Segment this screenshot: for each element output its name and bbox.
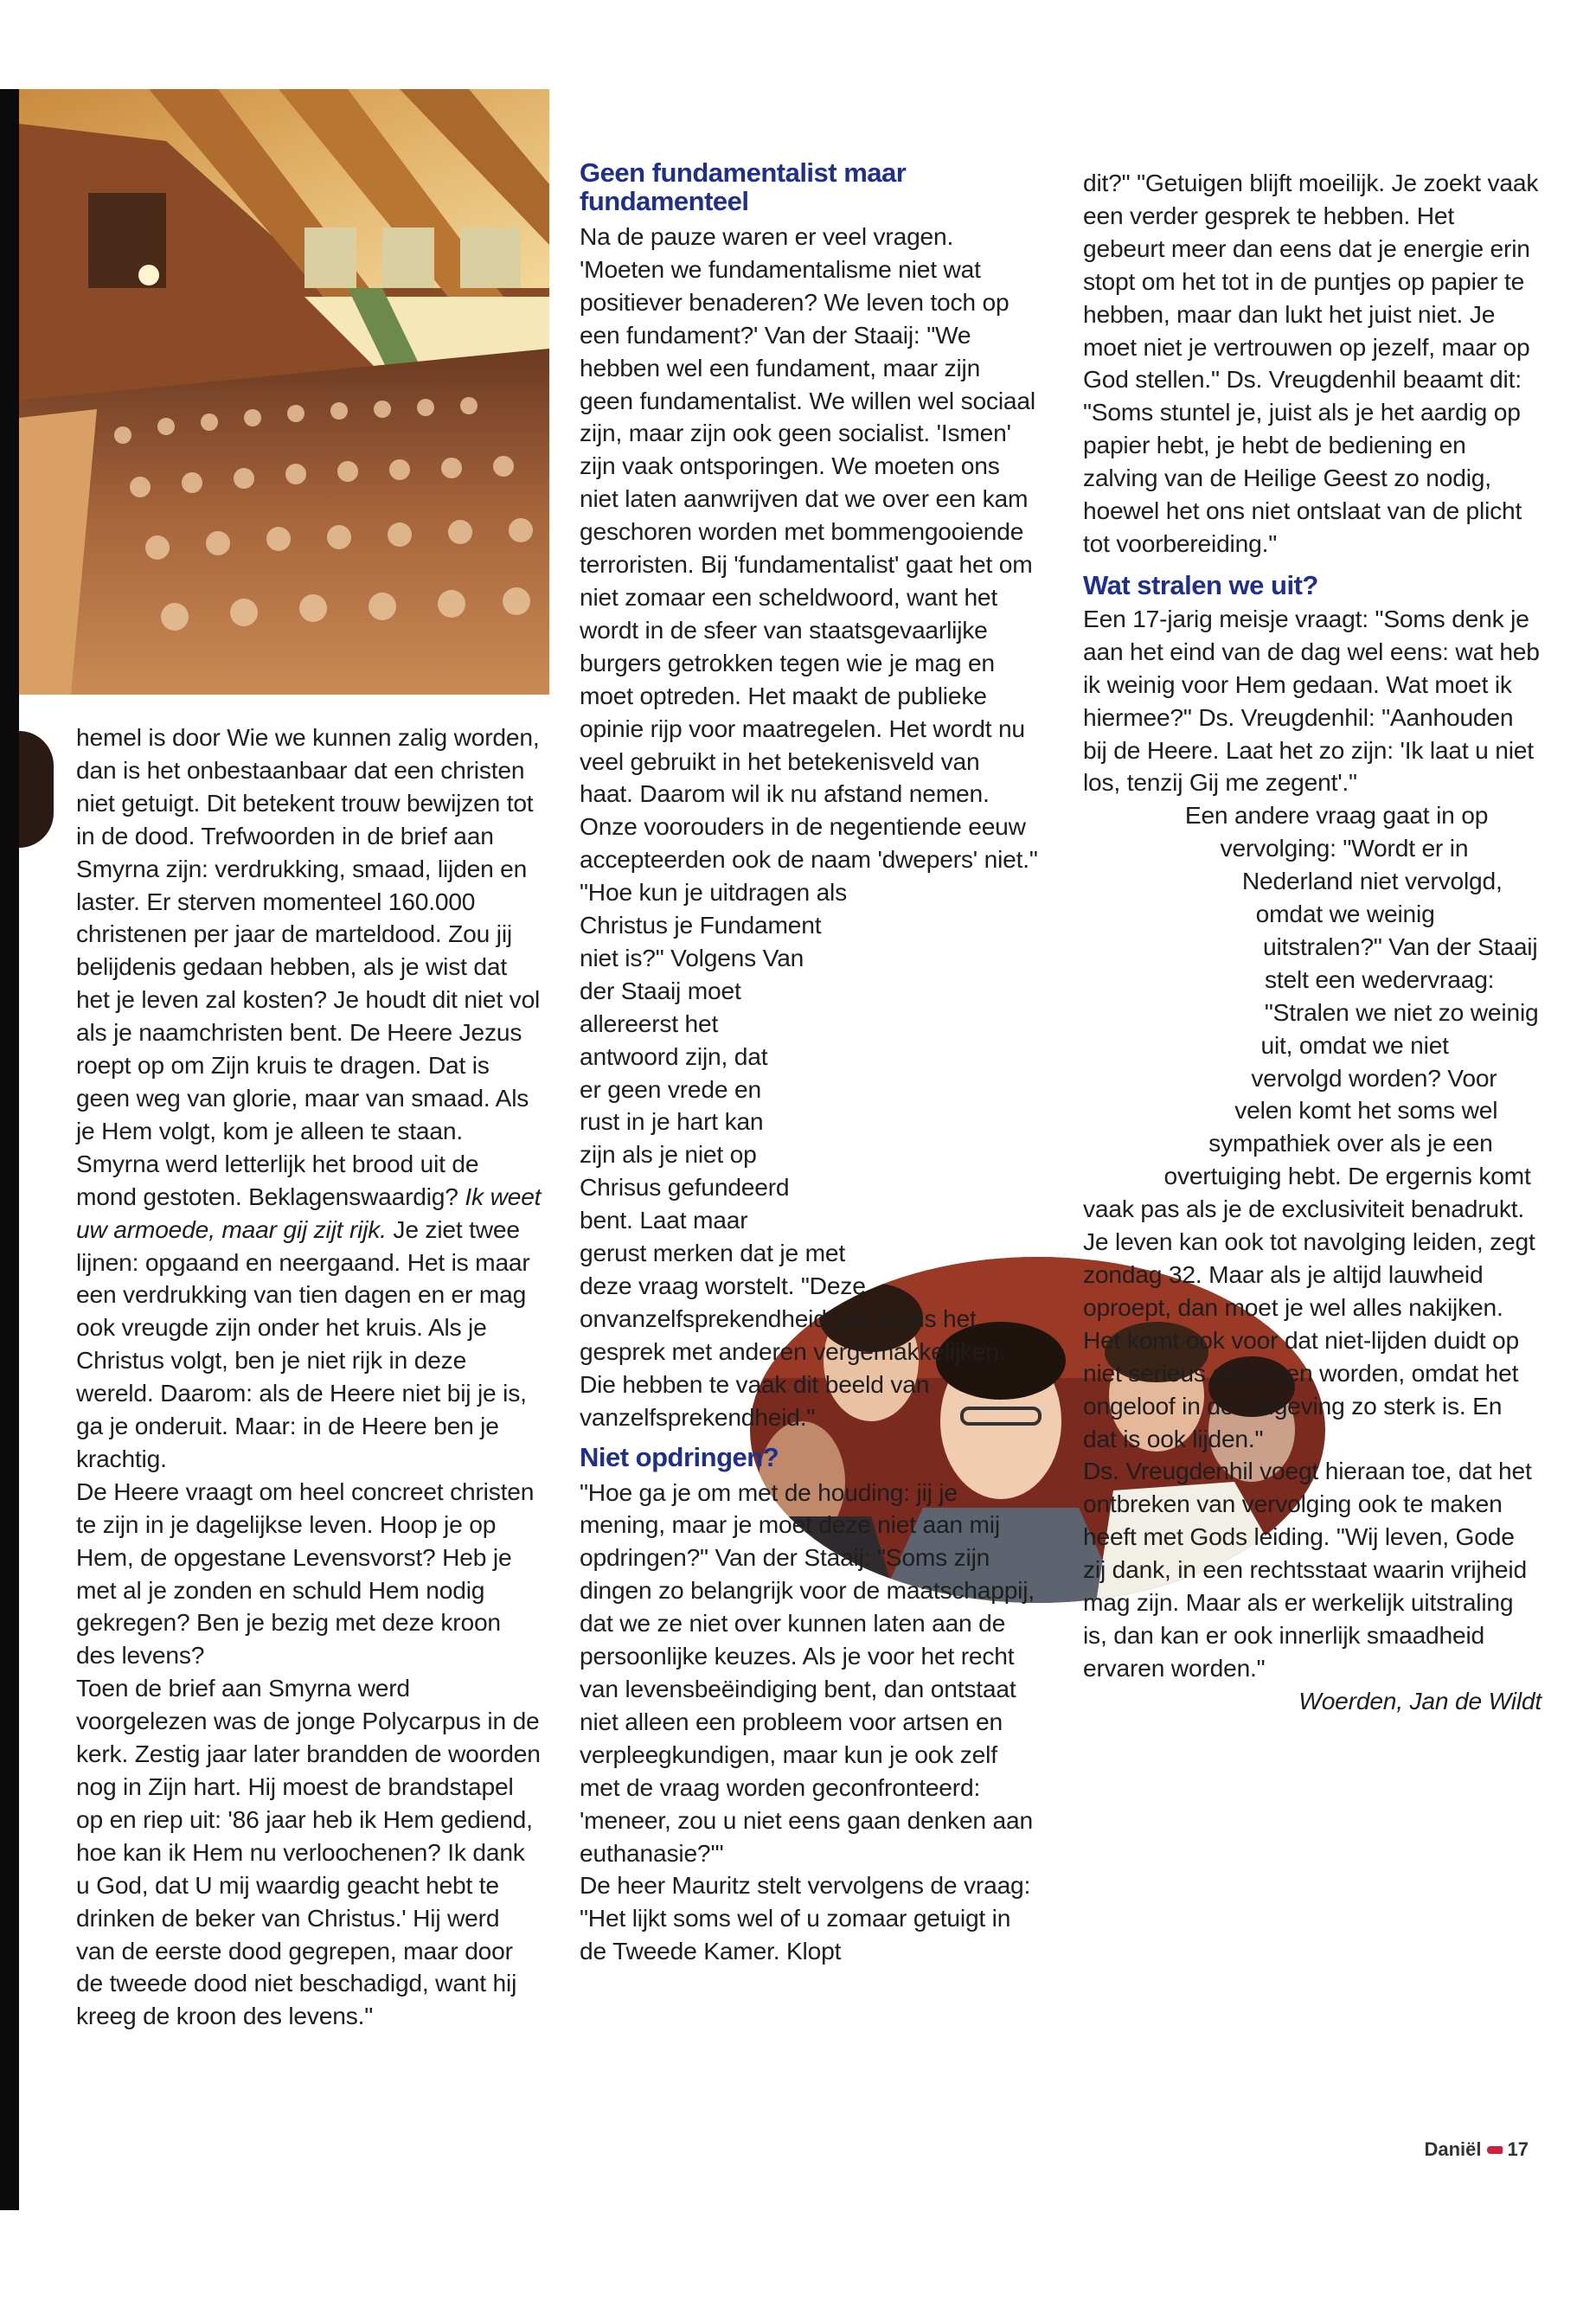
church-audience-photo — [19, 89, 549, 695]
section-heading: Niet opdringen? — [580, 1441, 779, 1472]
scripture-quote: Ik weet uw armoede, maar gij zijt rijk. — [76, 1182, 542, 1243]
paragraph: dit?" "Getuigen blijft moeilijk. Je zoekt vaak een verder gesprek te hebben. Het gebeurt meer dan eens dat je energie erin stopt om het tot in de puntjes op papier te hebben, maar dan lukt het juist niet. Je moet niet je vertrouwen op jezelf, maar op God stellen." Ds. Vreugdenhil beaamt dit: "Soms stuntel je, juist als je het aardig op papier hebt, je hebt de bediening en zalving van de Heilige Geest zo nodig, hoewel het ons niet ontslaat van de plicht tot voorbereiding." — [1083, 169, 1539, 557]
paragraph: Een andere vraag gaat in op vervolging: "Wordt er in Nederland niet vervolgd, omdat we weinig uitstralen?" Van der Staaij stelt een wedervraag: "Stralen we niet zo weinig uit, omdat we niet vervolgd worden? Voor velen komt het soms wel sympathiek over als je een overtuiging hebt. De ergernis komt vaak pas als je de exclusiviteit benadrukt. Je leven kan ook tot navolging leiden, zegt zondag 32. Maar als je altijd lauwheid oproept, dan moet je wel alles nakijken. Het komt ook voor dat niet-lijden duidt op niet serieus genomen worden, omdat het ongeloof in de omgeving zo sterk is. En dat is ook lijden." — [1083, 801, 1539, 1452]
section-heading: Wat stralen we uit? — [1083, 569, 1318, 600]
photo-edge-fragment — [19, 731, 54, 848]
magazine-name: Daniël — [1424, 2138, 1482, 2160]
paragraph: De Heere vraagt om heel concreet christen te zijn in je dagelijkse leven. Hoop je op Hem, de opgestane Levensvorst? Heb je met al je zonden en schuld Hem nodig gekregen? Ben je bezig met deze kroon des levens? — [76, 1477, 535, 1670]
paragraph: Toen de brief aan Smyrna werd voorgelezen was de jonge Polycarpus in de kerk. Zestig jaar later brandden de woorden nog in Zijn hart. Hij moest de brandstapel op en riep uit: '86 jaar heb ik Hem gediend, hoe kan ik Hem nu verloochenen? Ik dank u God, dat U mij waardig geacht hebt te drinken de beker van Christus.' Hij werd van de eerste dood gegrepen, maar door de tweede dood niet beschadigd, want hij kreeg de kroon des levens." — [76, 1674, 541, 2030]
section-heading: Geen fundamentalist maar fundamenteel — [580, 157, 907, 216]
paragraph: "Hoe ga je om met de houding: jij je mening, maar je moet deze niet aan mij opdringen?" Van der Staaij: "Soms zijn dingen zo belangrijk voor de maatschappij, dat we ze niet over kunnen laten aan de persoonlijke keuzes. Als je voor het recht van levensbeëindiging bent, dan ontstaat niet alleen een probleem voor artsen en verpleegkundigen, maar kun je ook zelf met de vraag worden geconfronteerd: 'meneer, zou u niet eens gaan denken aan euthanasie?'" — [580, 1477, 1035, 1867]
paragraph: Na de pauze waren er veel vragen. 'Moeten we fundamentalisme niet wat positiever benaderen? We leven toch op een fundament?' Van der Staaij: "We hebben wel een fundament, maar zijn geen fundamentalist. We willen wel sociaal zijn, maar zijn ook geen socialist. 'Ismen' zijn vaak ontsporingen. We moeten ons niet laten aanwrijven dat we over een kam geschoren worden met bommengooiende terroristen. Bij 'fundamentalist' gaat het om niet zomaar een scheldwoord, want het wordt in de sfeer van staatsgevaarlijke burgers getrokken tegen wie je mag en moet optreden. Het maakt de publieke opinie rijp voor maatregelen. Het wordt nu veel gebruikt in het betekenisveld van haat. Daarom wil ik nu afstand nemen. Onze voorouders in de negentiende eeuw accepteerden ook de naam 'dwepers' niet." — [580, 222, 1038, 874]
author-byline: Woerden, Jan de Wildt — [1298, 1686, 1542, 1715]
paragraph: hemel is door Wie we kunnen zalig worden, dan is het onbestaanbaar dat een christen niet getuigt. Dit betekent trouw bewijzen tot in de dood. Trefwoorden in de brief aan Smyrna zijn: verdrukking, smaad, lijden en laster. Er sterven momenteel 160.000 christenen per jaar de marteldood. Zou jij belijdenis gedaan hebben, als je wist dat het je leven zal kosten? Je houdt dit niet vol als je naamchristen bent. De Heere Jezus roept op om Zijn kruis te dragen. Dat is geen weg van glorie, maar van smaad. Als je Hem volgt, kom je alleen te staan. Smyrna werd letterlijk het brood uit de mond gestoten. Beklagenswaardig? Ik weet uw armoede, maar gij zijt rijk. Je ziet twee lijnen: opgaand en neergaand. Het is maar een verdrukking van tien dagen en er mag ook vreugde zijn onder het kruis. Als je Christus volgt, ben je niet rijk in deze wereld. Daarom: als de Heere niet bij je is, ga je onderuit. Maar: in de Heere ben je krachtig. — [76, 723, 542, 1472]
page-footer — [1424, 2138, 1529, 2161]
article-column-1 — [76, 721, 543, 2033]
paragraph: Ds. Vreugdenhil voegt hieraan toe, dat het ontbreken van vervolging ook te maken heeft met Gods leiding. "Wij leven, Gode zij dank, in een rechtsstaat waarin vrijheid mag zijn. Maar als er werkelijk uitstraling is, dan kan er ook innerlijk smaadheid ervaren worden." — [1083, 1457, 1532, 1682]
magazine-accent-icon — [1487, 2146, 1503, 2154]
page-number: 17 — [1507, 2138, 1529, 2160]
article-column-2 — [580, 158, 1038, 1968]
paragraph: De heer Mauritz stelt vervolgens de vraag: "Het lijkt soms wel of u zomaar getuigt in de Tweede Kamer. Klopt — [580, 1871, 1031, 1965]
paragraph: Een 17-jarig meisje vraagt: "Soms denk je aan het eind van de dag wel eens: wat heb ik weinig voor Hem gedaan. Wat moet ik hiermee?" Ds. Vreugdenhil: "Aanhouden bij de Heere. Laat het zo zijn: 'Ik laat u niet los, tenzij Gij me zegent'." — [1083, 604, 1540, 797]
article-column-3 — [1083, 167, 1542, 1718]
page-edge-bar — [0, 89, 19, 2210]
paragraph: "Hoe kun je uitdragen als Christus je Fundament niet is?" Volgens Van der Staaij moet allereerst het antwoord zijn, dat er geen vrede en rust in je hart kan zijn als je niet op Chrisus gefundeerd bent. Laat maar gerust merken dat je met deze vraag worstelt. "Deze onvanzelfsprekendheid kan soms het gesprek met anderen vergemakkelijken. Die hebben te vaak dit beeld van vanzelfsprekendheid." — [580, 878, 1006, 1431]
